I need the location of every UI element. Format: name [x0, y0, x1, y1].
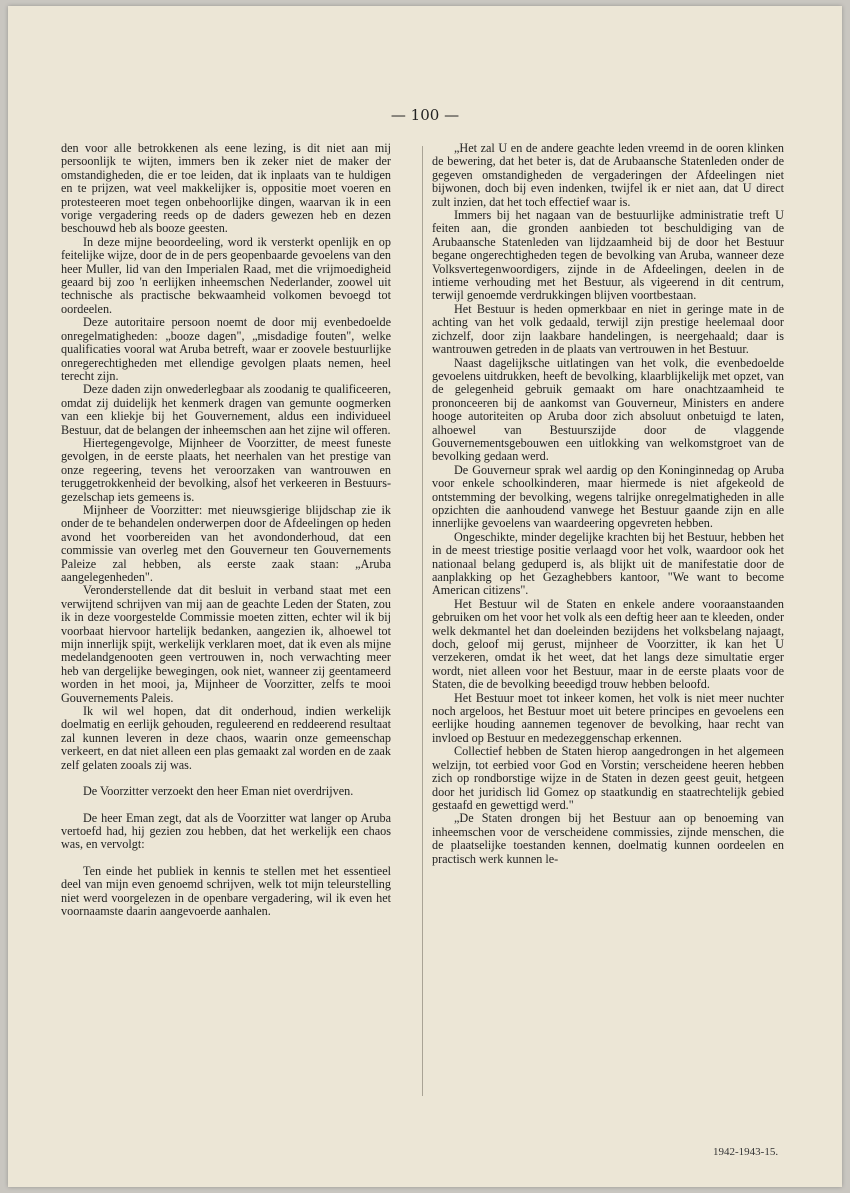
column-divider — [422, 146, 423, 1096]
paragraph: Ik wil wel hopen, dat dit onderhoud, indien werkelijk doelmatig en eerlijk gehouden, reguleerend en reddeerend resultaat zal kunnen leveren in deze chaos, waarin onze gemeenschap verkeert, en dat niet alleen een plas gemaakt zal worden en de zaak zelf gelaten zooals zij was. — [61, 704, 391, 772]
paragraph: Immers bij het nagaan van de bestuurlijke administratie treft U feiten aan, die gronden aanbieden tot beschuldiging van de Arubaansche Statenleden van lijdzaamheid bij de door het Bestuur begane ongerechtigheden tegen de bevolking van Aruba, wanneer deze Volksvertegenwoordigers, zijnde in de Afdeelingen, deelen in de intieme verhouding met het Bestuur, als vigeerend in dit centrum, terwijl genoemde verdrukkingen blijven voortbestaan. — [432, 208, 784, 303]
document-page — [8, 6, 842, 1187]
paragraph: Deze autoritaire persoon noemt de door mij evenbedoelde onregelmatigheden: „booze dagen", „misdadige fouten", welke qualificaties vooral wat Aruba betreft, waar er zoovele bestuurlijke onregerechtigheden met ellendige gevolgen plaats nemen, heel terecht zijn. — [61, 315, 391, 383]
paragraph: „Het zal U en de andere geachte leden vreemd in de ooren klinken de bewering, dat het beter is, dat de Arubaansche Statenleden onder de gegeven omstandigheden de vergaderingen der Afdeelingen niet bijwonen, doch bij even indenken, twijfel ik er niet aan, dat U direct zult inzien, dat het toch effectief waar is. — [432, 141, 784, 209]
right-column — [432, 142, 784, 866]
paragraph: den voor alle betrokkenen als eene lezing, is dit niet aan mij persoonlijk te wijten, immers ben ik zeker niet de maker der omstandigheden, die er toe leiden, dat ik inplaats van te huldigen en te prijzen, wat veel makkelijker is, oppositie moet voeren en protesteeren moet tegen onbehoorlijke dingen, waarvan ik in een vorige vergadering reeds op de daders gewezen heb en dezen beschouwd heb als booze geesten. — [61, 141, 391, 236]
paragraph: Het Bestuur wil de Staten en enkele andere vooraanstaanden gebruiken om het voor het volk als een deftig heer aan te kleeden, onder welk dekmantel het dan doeleinden bezijdens het volksbelang najaagt, doch, geloof mij gerust, mijnheer de Voorzitter, ik kan het U verzekeren, omdat ik het weet, dat het langs deze simultatie erger wordt, niet alleen voor het Bestuur, maar in de eerste plaats voor de Staten, die de bevolking beeedigd trouw hebben beloofd. — [432, 596, 784, 692]
paragraph: „De Staten drongen bij het Bestuur aan op benoeming van inheemschen voor de verscheidene commissies, zijnde menschen, die de plaatselijke toestanden kennen, doelmatig kunnen oordeelen en practisch werk kunnen le- — [432, 811, 784, 866]
paragraph: Ongeschikte, minder degelijke krachten bij het Bestuur, hebben het in de meest triestige positie verlaagd voor het volk, waardoor ook het nationaal belang geduperd is, als blijkt uit de manifestatie door de aanplakking op het Gezaghebbers kantoor, "We want to become American citizens". — [432, 529, 784, 598]
paragraph: Collectief hebben de Staten hierop aangedrongen in het algemeen welzijn, tot eerbied voor God en Vorstin; verscheidene heeren hebben zich op rondborstige wijze in de Staten in dezen geest geuit, hetgeen door het juridisch lid Gomez op staatkundig en staatrechtelijk gebied gestaafd en gewettigd werd." — [432, 744, 784, 812]
paragraph: Veronderstellende dat dit besluit in verband staat met een verwijtend schrijven van mij aan de geachte Leden der Staten, zou ik in deze voorgestelde Commissie moeten zitten, echter wil ik bij voorbaat hiervoor hartelijk bedanken, aangezien ik, alhoewel tot mijn innerlijk spijt, werkelijk verklaren moet, dat ik even als mijne medelandgenooten geen vertrouwen in, noch verwachting meer heb van dergelijke bewegingen, ook niet, wanneer zij geentameerd worden in het mooi, ja, Mijnheer de Voorzitter, zelfs te mooi Gouvernements Paleis. — [61, 583, 391, 705]
paragraph: Het Bestuur moet tot inkeer komen, het volk is niet meer nuchter noch argeloos, het Bestuur moet uit betere principes en gevoelens een eerlijke houding aannemen tegenover de bevolking, haar recht van invloed op Bestuur en medezeggenschap erkennen. — [432, 690, 784, 745]
paragraph: In deze mijne beoordeeling, word ik versterkt openlijk en op feitelijke wijze, door de in de pers geopenbaarde gevoelens van den heer Muller, lid van den Imperialen Raad, met die vrijmoedigheid geaard bij zoo 'n eerlijken inheemschen Nederlander, zoowel uit technische als practische bekwaamheid volkomen bevoegd tot oordeelen. — [61, 234, 391, 316]
paragraph: Naast dagelijksche uitlatingen van het volk, die evenbedoelde gevoelens uitdrukken, heeft de bevolking, klaarblijkelijk met opzet, van de gelegenheid gebruik gemaakt om hare onachtzaamheid te prononceeren bij de aankomst van Gouverneur, Ministers en andere hooge autoriteiten op Aruba door zich absoluut onbetuigd te laten, alhoewel van Bestuurszijde door de vlaggende Gouvernementsgebouwen een uitlokking van welkomstgroet van de bevolking gedaan werd. — [432, 355, 784, 464]
paragraph: Hiertegengevolge, Mijnheer de Voorzitter, de meest funeste gevolgen, in de eerste plaats, het neerhalen van het prestige van onze regeering, tevens het veroorzaken van wantrouwen en teruggetrokkenheid der bevolking, alsof het verkeeren in Bestuurs-gezelschap iets gemeens is. — [61, 435, 391, 504]
paragraph: De Voorzitter verzoekt den heer Eman niet overdrijven. — [83, 784, 354, 799]
paragraph: Mijnheer de Voorzitter: met nieuwsgierige blijdschap zie ik onder de te behandelen onderwerpen door de Afdeelingen op heden avond het voorbereiden van het avondonderhoud, dat een commissie van overleg met den Gouverneur ten Gouvernements Paleize zal hebben, als eerste zaak staan: „Aruba aangelegenheden". — [61, 502, 391, 584]
left-column — [61, 142, 391, 918]
footer-reference: 1942-1943-15. — [713, 1146, 779, 1158]
paragraph: De Gouverneur sprak wel aardig op den Koninginnedag op Aruba voor enkele schoolkinderen, maar hiermede is niet afgekeold de ontstemming der bevolking, wegens talrijke onregelmatigheden in alle opzichten die aanhoudend vanwege het Bestuur gaande zijn en alle innerlijke gevoelens van waardeering opgevreten hebben. — [432, 462, 784, 531]
paragraph: Het Bestuur is heden opmerkbaar en niet in geringe mate in de achting van het volk gedaald, terwijl zijn prestige heelemaal door zichzelf, door zijn laakbare handelingen, is neergehaald; daar is wantrouwen getreden in de plaats van vertrouwen in het Bestuur. — [432, 301, 784, 357]
paragraph: Ten einde het publiek in kennis te stellen met het essentieel deel van mijn even genoemd schrijven, welk tot mijn teleurstelling niet werd voorgelezen in de openbare vergadering, wil ik even het voornaamste daarin aangevoerde aanhalen. — [61, 863, 391, 918]
paragraph: De heer Eman zegt, dat als de Voorzitter wat langer op Aruba vertoefd had, hij gezien zou hebben, dat het werkelijk een chaos was, en vervolgt: — [61, 810, 391, 852]
page-number: — 100 — — [390, 106, 460, 124]
paragraph: Deze daden zijn onwederlegbaar als zoodanig te qualificeeren, omdat zij duidelijk het kenmerk dragen van gemunte oogmerken van een kliekje bij het Gouvernement, aldus een individueel Bestuur, dat de belangen der inheemschen aan het zijne wil offeren. — [61, 382, 391, 437]
